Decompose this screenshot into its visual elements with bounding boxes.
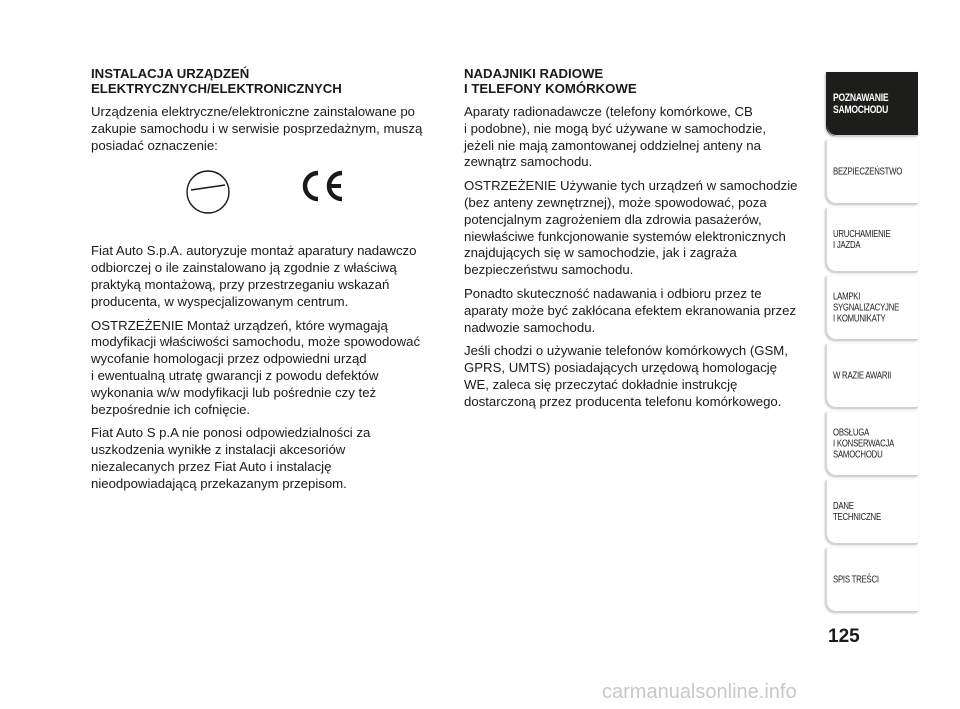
chapter-tabs [826, 72, 918, 616]
paragraph-radio-devices: Aparaty radionadawcze (telefony komórkowe, CB i podobne), nie mogą być używane w samochodzie, jeżeli nie mają zamontowanej oddzielnej anteny na zewnątrz samochodu. [464, 104, 767, 170]
tab-label: POZNAWANIE SAMOCHODU [833, 92, 889, 116]
tab-label: LAMPKI SYGNALIZACYJNE I KOMUNIKATY [833, 291, 900, 325]
section-heading-radio: NADAJNIKI RADIOWE I TELEFONY KOMÓRKOWE [464, 66, 637, 96]
paragraph-warning-usage: OSTRZEŻENIE Używanie tych urządzeń w samochodzie (bez anteny zewnętrznej), może spowodować, poza potencjalnym zagrożeniem dla zdrowia pasażerów, niewłaściwe funkcjonowanie systemów elektronicznych znajdujących się w samochodzie, jak i zagraża bezpieczeństwu samochodu. [464, 178, 798, 278]
tab-label: W RAZIE AWARII [833, 370, 892, 382]
page-number: 125 [828, 626, 860, 647]
watermark: carmanualsonline.info [602, 681, 797, 703]
tab-label: BEZPIECZEŃSTWO [833, 166, 903, 178]
intro-paragraph: Urządzenia elektryczne/elektroniczne zainstalowane po zakupie samochodu i w serwisie posprzedażnym, muszą posiadać oznaczenie: [91, 104, 423, 153]
tab-label: DANE TECHNICZNE [833, 501, 881, 523]
tab-spis-tresci[interactable] [826, 548, 918, 612]
tab-uruchamienie-i-jazda[interactable] [826, 208, 918, 272]
left-column [91, 66, 441, 500]
paragraph-warning-modification: OSTRZEŻENIE Montaż urządzeń, które wymagają modyfikacji właściwości samochodu, może spowodować wycofanie homologacji przez odpowiedni urząd i ewentualną utratę gwarancji z powodu defektów wykonania w/w modyfikacji lub pośrednie czy też bezpośrednie ich cofnięcie. [91, 317, 421, 417]
ce-mark-icon [298, 168, 346, 204]
right-column [464, 66, 814, 418]
tab-label: OBSŁUGA I KONSERWACJA SAMOCHODU [833, 427, 895, 461]
paragraph-shielding: Ponadto skuteczność nadawania i odbioru przez te aparaty może być zakłócana efektem ekranowania przez nadwozie samochodu. [464, 285, 797, 335]
tab-bezpieczenstwo[interactable] [826, 140, 918, 204]
section-heading-installation: INSTALACJA URZĄDZEŃ ELEKTRYCZNYCH/ELEKTRONICZNYCH [91, 66, 342, 96]
tab-poznawanie-samochodu[interactable] [826, 72, 918, 136]
tab-w-razie-awarii[interactable] [826, 344, 918, 408]
paragraph-liability: Fiat Auto S p.A nie ponosi odpowiedzialności za uszkodzenia wynikłe z instalacji akcesoriów niezalecanych przez Fiat Auto i instalację nieodpowiadającą przekazanym przepisom. [91, 425, 371, 491]
e-mark-icon [183, 167, 233, 217]
tab-dane-techniczne[interactable] [826, 480, 918, 544]
paragraph-mobile-phones: Jeśli chodzi o używanie telefonów komórkowych (GSM, GPRS, UMTS) posiadających urzędową homologację WE, zaleca się przeczytać dokładnie instrukcję dostarczoną przez producenta telefonu komórkowego. [464, 343, 788, 409]
certification-symbols [91, 161, 441, 239]
paragraph-authorization: Fiat Auto S.p.A. autoryzuje montaż aparatury nadawczo odbiorczej o ile zainstalowano ją zgodnie z właściwą praktyką montażową, przy przestrzeganiu wskazań producenta, w wyspecjalizowanym centrum. [91, 243, 417, 309]
tab-lampki-sygnalizacyjne[interactable] [826, 276, 918, 340]
tab-label: URUCHAMIENIE I JAZDA [833, 229, 891, 251]
tab-obsluga-i-konserwacja[interactable] [826, 412, 918, 476]
tab-label: SPIS TREŚCI [833, 574, 879, 586]
